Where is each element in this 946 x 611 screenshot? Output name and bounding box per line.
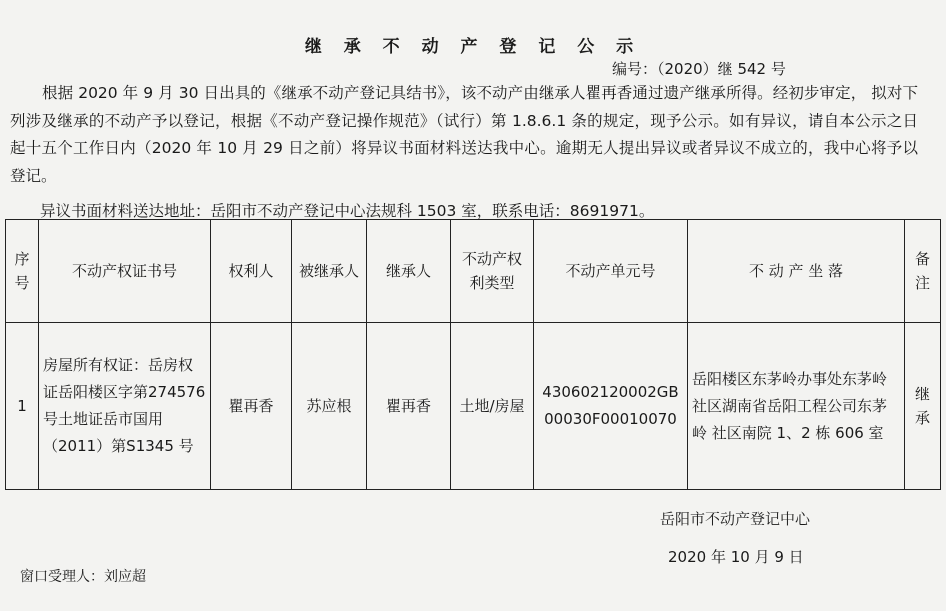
issue-date: 2020 年 10 月 9 日 — [668, 548, 804, 566]
header-remark: 备注 — [905, 220, 941, 323]
header-heir: 继承人 — [367, 220, 451, 323]
table-header-row — [6, 220, 941, 323]
header-right-type: 不动产权利类型 — [451, 220, 534, 323]
property-table — [5, 219, 941, 490]
cell-remark: 继承 — [905, 323, 941, 490]
header-cert-no: 不动产权证书号 — [39, 220, 211, 323]
header-holder: 权利人 — [211, 220, 292, 323]
cell-holder: 瞿再香 — [211, 323, 292, 490]
cell-cert-no: 房屋所有权证：岳房权证岳阳楼区字第274576 号土地证岳市国用（2011）第S1345 号 — [39, 323, 211, 490]
cell-unit-no: 430602120002GB00030F00010070 — [534, 323, 688, 490]
document-number: 编号：（2020）继 542 号 — [612, 60, 786, 78]
objection-address: 异议书面材料送达地址：岳阳市不动产登记中心法规科 1503 室，联系电话：8691971。 — [40, 202, 655, 220]
header-decedent: 被继承人 — [292, 220, 367, 323]
table-row — [6, 323, 941, 490]
header-seq: 序号 — [6, 220, 39, 323]
cell-right-type: 土地/房屋 — [451, 323, 534, 490]
header-unit-no: 不动产单元号 — [534, 220, 688, 323]
issuing-center: 岳阳市不动产登记中心 — [660, 510, 811, 528]
cell-location: 岳阳楼区东茅岭办事处东茅岭社区湖南省岳阳工程公司东茅岭 社区南院 1、2 栋 606 室 — [688, 323, 905, 490]
window-clerk: 窗口受理人：刘应超 — [20, 569, 146, 585]
header-location: 不 动 产 坐 落 — [688, 220, 905, 323]
notice-body: 根据 2020 年 9 月 30 日出具的《继承不动产登记具结书》，该不动产由继承人瞿再香通过遗产继承所得。经初步审定， 拟对下列涉及继承的不动产予以登记，根据《不动产登记操作规范》（试行）第 1.8.6.1 条的规定，现予公示。如有异议，请自本公示之日起十五个工作日内（2020 年 10 月 29 日之前）将异议书面材料送达我中心。逾期无人提出异议或者异议不成立的，我中心将予以登记。 — [10, 84, 918, 185]
notice-title: 继 承 不 动 产 登 记 公 示 — [304, 37, 642, 57]
cell-heir: 瞿再香 — [367, 323, 451, 490]
cell-decedent: 苏应根 — [292, 323, 367, 490]
cell-seq: 1 — [6, 323, 39, 490]
